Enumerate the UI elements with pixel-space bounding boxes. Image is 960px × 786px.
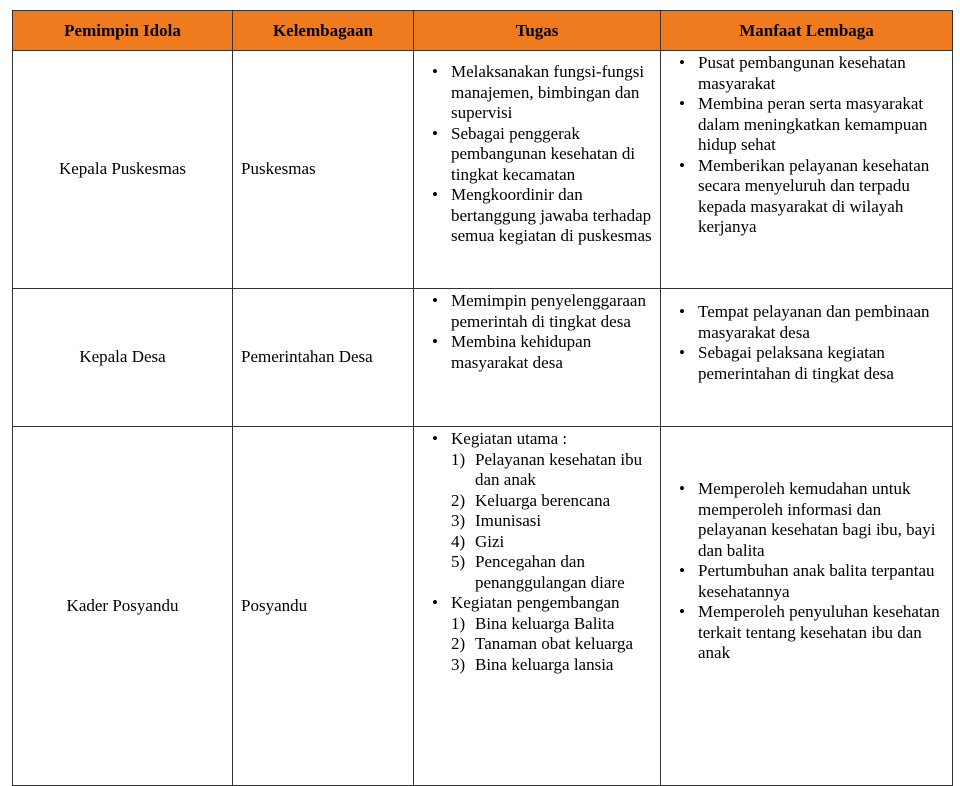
- list-item: • Memberikan pelayanan kesehatan secara menyeluruh dan terpadu kepada masyarakat di wilayah kerjanya: [669, 156, 948, 238]
- item-number: 5): [451, 552, 466, 571]
- tugas-list: [422, 62, 656, 247]
- list-item: • Memperoleh penyuluhan kesehatan terkait tentang kesehatan ibu dan anak: [669, 602, 948, 664]
- kegiatan-utama-label: Kegiatan utama :: [451, 429, 568, 448]
- kegiatan-utama-list: [451, 450, 656, 594]
- numbered-item: [451, 634, 656, 655]
- leader-cell: Kepala Desa: [13, 289, 233, 427]
- list-item: [422, 429, 656, 593]
- header-kelembagaan: Kelembagaan: [233, 11, 414, 51]
- tugas-cell: [414, 51, 661, 289]
- item-text: Imunisasi: [475, 511, 542, 530]
- table-row: [13, 51, 953, 289]
- kegiatan-pengembangan-label: Kegiatan pengembangan: [451, 593, 620, 612]
- leader-cell: Kepala Puskesmas: [13, 51, 233, 289]
- numbered-item: [451, 614, 656, 635]
- item-text: Pelayanan kesehatan ibu dan anak: [475, 449, 643, 489]
- item-text: Keluarga berencana: [475, 490, 611, 510]
- item-number: 4): [451, 531, 466, 551]
- list-item: • Melaksanakan fungsi-fungsi manajemen, bimbingan dan supervisi: [422, 62, 656, 124]
- tugas-cell: [414, 427, 661, 786]
- tugas-list: [422, 291, 656, 373]
- header-manfaat-lembaga: Manfaat Lembaga: [661, 11, 953, 51]
- list-item: • Sebagai pelaksana kegiatan pemerintahan di tingkat desa: [669, 343, 948, 384]
- numbered-item: [451, 552, 656, 593]
- list-item: • Tempat pelayanan dan pembinaan masyarakat desa: [669, 302, 948, 343]
- numbered-item: [451, 532, 656, 553]
- list-item: • Membina peran serta masyarakat dalam meningkatkan kemampuan hidup sehat: [669, 94, 948, 156]
- institution-cell: Posyandu: [233, 427, 414, 786]
- item-number: 2): [451, 634, 466, 653]
- header-pemimpin-idola: Pemimpin Idola: [13, 11, 233, 51]
- manfaat-list: [669, 479, 948, 664]
- item-text: Pencegahan dan penanggulangan diare: [475, 552, 625, 592]
- manfaat-cell: [661, 427, 953, 786]
- item-number: 3): [451, 654, 466, 674]
- list-item: • Mengkoordinir dan bertanggung jawaba terhadap semua kegiatan di puskesmas: [422, 185, 656, 247]
- item-number: 2): [451, 490, 466, 510]
- leader-cell: Kader Posyandu: [13, 427, 233, 786]
- manfaat-list: [669, 302, 948, 384]
- manfaat-list: [669, 53, 948, 238]
- leader-institution-table: [12, 10, 953, 786]
- item-text: Gizi: [475, 531, 505, 551]
- numbered-item: [451, 511, 656, 532]
- manfaat-cell: [661, 289, 953, 427]
- institution-cell: Pemerintahan Desa: [233, 289, 414, 427]
- item-number: 1): [451, 449, 466, 469]
- header-row: [13, 11, 953, 51]
- table-row: [13, 289, 953, 427]
- list-item: • Pertumbuhan anak balita terpantau kesehatannya: [669, 561, 948, 602]
- item-number: 3): [451, 511, 466, 530]
- numbered-item: [451, 491, 656, 512]
- manfaat-cell: [661, 51, 953, 289]
- numbered-item: [451, 655, 656, 676]
- list-item: • Sebagai penggerak pembangunan kesehatan di tingkat kecamatan: [422, 124, 656, 186]
- item-text: Bina keluarga Balita: [475, 613, 615, 633]
- item-text: Tanaman obat keluarga: [475, 634, 634, 653]
- list-item: [422, 593, 656, 675]
- list-item: • Memperoleh kemudahan untuk memperoleh informasi dan pelayanan kesehatan bagi ibu, bayi dan balita: [669, 479, 948, 561]
- item-number: 1): [451, 613, 466, 633]
- institution-cell: Puskesmas: [233, 51, 414, 289]
- list-item: • Memimpin penyelenggaraan pemerintah di tingkat desa: [422, 291, 656, 332]
- list-item: • Membina kehidupan masyarakat desa: [422, 332, 656, 373]
- tugas-list: [422, 429, 656, 675]
- tugas-cell: [414, 289, 661, 427]
- list-item: • Pusat pembangunan kesehatan masyarakat: [669, 53, 948, 94]
- table-row: [13, 427, 953, 786]
- kegiatan-pengembangan-list: [451, 614, 656, 676]
- item-text: Bina keluarga lansia: [475, 654, 614, 674]
- header-tugas: Tugas: [414, 11, 661, 51]
- numbered-item: [451, 450, 656, 491]
